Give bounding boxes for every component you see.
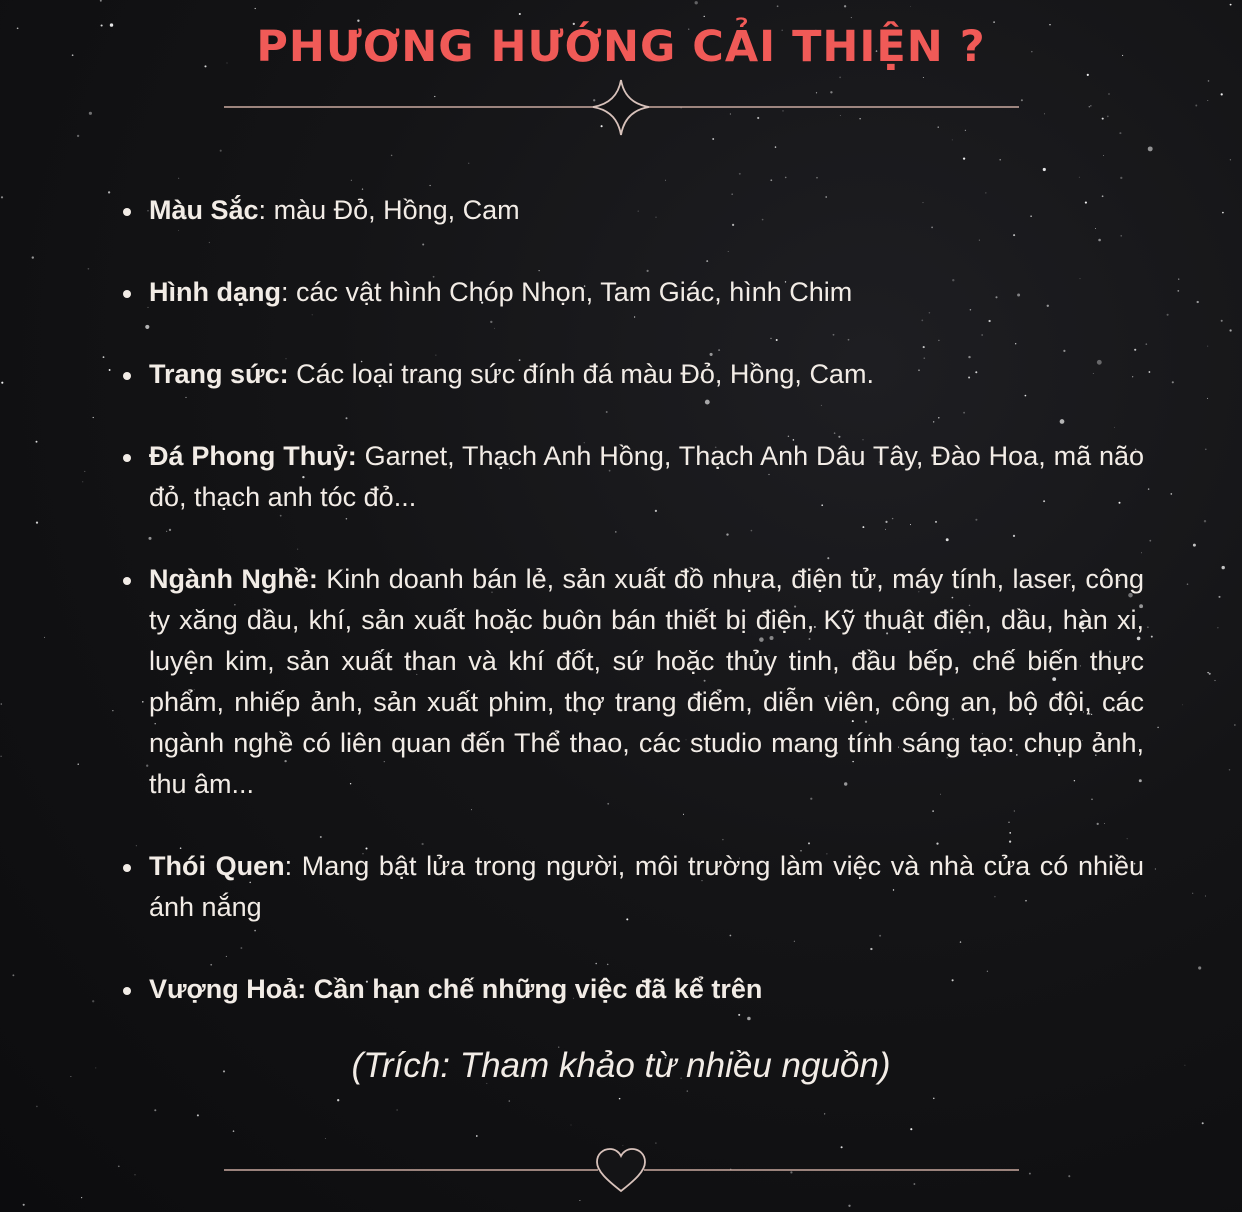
star	[519, 13, 521, 15]
star	[233, 1130, 235, 1132]
star	[1222, 212, 1224, 214]
item-text: các vật hình Chóp Nhọn, Tam Giác, hình Chim	[288, 277, 853, 307]
star	[109, 369, 111, 371]
star	[23, 1204, 25, 1206]
source-note: (Trích: Tham khảo từ nhiều nguồn)	[351, 1046, 891, 1085]
star	[952, 139, 953, 140]
star	[963, 157, 965, 159]
star	[1170, 493, 1172, 495]
star	[0, 756, 1, 757]
star	[1221, 320, 1223, 322]
star	[1214, 680, 1215, 681]
item-label: Thói Quen	[149, 851, 285, 881]
star	[1, 382, 3, 384]
star	[1195, 105, 1197, 107]
star	[12, 974, 14, 976]
star	[1187, 583, 1189, 585]
item-label: Trang sức:	[149, 359, 289, 389]
star	[1068, 1175, 1070, 1177]
star	[1209, 673, 1211, 675]
star	[220, 150, 222, 152]
star	[255, 8, 256, 9]
star	[1108, 93, 1109, 94]
star	[848, 1205, 850, 1207]
star	[391, 155, 393, 157]
star	[0, 703, 2, 705]
star	[100, 0, 102, 2]
item-text: Kinh doanh bán lẻ, sản xuất đồ nhựa, điện tử, máy tính, laser, công ty xăng dầu, khí, sản xuất hoặc buôn bán thiết bị điện, Kỹ thuật điện, dầu, hàn xi, luyện kim, sản xuất than và khí đốt, sứ hoặc thủy tinh, đầu bếp, chế biến thực phẩm, nhiếp ảnh, sản xuất phim, thợ trang điểm, diễn viên, công an, bộ đội, các ngành nghề có liên quan đến Thể thao, các studio mang tính sáng tạo: chụp ảnh, thu âm...	[149, 564, 1144, 799]
star	[1208, 80, 1210, 82]
star	[396, 1109, 397, 1110]
star	[1207, 100, 1208, 101]
bottom-divider	[224, 1140, 1019, 1200]
star	[81, 1197, 82, 1198]
star	[509, 1100, 511, 1102]
page-title: PHƯƠNG HƯỚNG CẢI THIỆN ?	[256, 22, 986, 72]
item-label: Màu Sắc	[149, 195, 259, 225]
star	[1167, 314, 1169, 316]
star	[1217, 627, 1218, 628]
star	[178, 178, 179, 179]
star	[1087, 74, 1089, 76]
star	[337, 1099, 339, 1101]
star	[1021, 99, 1023, 101]
star	[933, 1098, 934, 1099]
star	[824, 1113, 825, 1114]
star	[82, 482, 83, 483]
star	[476, 1135, 478, 1137]
star	[154, 1109, 156, 1111]
star	[108, 191, 110, 193]
star	[1204, 520, 1206, 522]
star	[468, 163, 469, 164]
star	[36, 522, 38, 524]
list-item	[118, 969, 1144, 1010]
star	[816, 177, 818, 179]
star	[1029, 1173, 1031, 1175]
four-point-star-icon	[593, 80, 649, 135]
star	[1192, 893, 1193, 894]
star	[1043, 168, 1046, 171]
improvement-list	[118, 190, 1144, 1051]
star	[1234, 724, 1235, 725]
star	[910, 6, 911, 7]
star	[999, 159, 1001, 161]
item-separator: :	[284, 851, 293, 881]
star	[1205, 896, 1206, 897]
item-text: màu Đỏ, Hồng, Cam	[266, 195, 520, 225]
star	[579, 1200, 580, 1201]
star	[665, 180, 666, 181]
star	[704, 16, 705, 17]
star	[844, 5, 846, 7]
star	[1157, 727, 1159, 729]
star	[571, 1125, 572, 1126]
star	[910, 1128, 912, 1130]
star	[1229, 329, 1231, 331]
item-label: Vượng Hoả: Cần hạn chế những việc đã kể trên	[149, 974, 763, 1004]
star	[92, 1000, 94, 1002]
star	[93, 417, 94, 418]
star	[1103, 155, 1104, 156]
star	[1221, 93, 1223, 95]
star	[712, 138, 714, 140]
star	[1207, 398, 1208, 399]
star	[1146, 343, 1148, 345]
item-label: Ngành Nghề:	[149, 564, 318, 594]
star	[1148, 488, 1149, 489]
star	[739, 173, 741, 175]
star	[1, 196, 3, 198]
star	[1207, 672, 1208, 673]
star	[695, 1, 698, 4]
star	[1178, 278, 1179, 279]
star	[135, 1175, 136, 1176]
star	[1079, 177, 1080, 178]
star	[1149, 540, 1151, 542]
star	[103, 356, 105, 358]
item-label: Hình dạng	[149, 277, 281, 307]
star	[1197, 301, 1199, 303]
star	[197, 1114, 199, 1116]
star	[785, 177, 787, 179]
star	[1218, 596, 1220, 598]
star	[325, 1138, 326, 1139]
item-text: Các loại trang sức đính đá màu Đỏ, Hồng, Cam.	[288, 359, 874, 389]
star	[1207, 346, 1208, 347]
star	[1198, 966, 1201, 969]
star	[1148, 146, 1153, 151]
star	[1155, 868, 1156, 869]
item-text: Garnet, Thạch Anh Hồng, Thạch Anh Dâu Tây, Đào Hoa, mã não đỏ, thạch anh tóc đỏ...	[149, 441, 1144, 512]
star	[777, 5, 779, 7]
star	[1230, 159, 1231, 160]
star	[1230, 4, 1232, 6]
star	[1119, 132, 1121, 134]
star	[351, 180, 352, 181]
star	[1182, 704, 1183, 705]
star	[1202, 1122, 1204, 1124]
star	[1147, 626, 1149, 628]
star	[619, 1098, 621, 1100]
star	[1151, 636, 1153, 638]
star	[1107, 116, 1109, 118]
star	[1102, 118, 1104, 120]
star	[1172, 381, 1174, 383]
list-item	[118, 190, 1144, 231]
star	[429, 185, 430, 186]
heart-icon	[597, 1149, 645, 1191]
item-text: Mang bật lửa trong người, môi trường làm việc và nhà cửa có nhiều ánh nắng	[149, 851, 1145, 922]
star	[77, 135, 79, 137]
star	[32, 256, 34, 258]
star	[1193, 544, 1196, 547]
star	[1149, 371, 1151, 373]
star	[1120, 177, 1122, 179]
star	[775, 146, 776, 147]
star	[1205, 448, 1207, 450]
star	[770, 179, 772, 181]
list-item	[118, 354, 1144, 395]
item-label: Đá Phong Thuỷ:	[149, 441, 357, 471]
top-divider	[224, 78, 1019, 138]
star	[1177, 290, 1179, 292]
star	[1090, 105, 1092, 107]
item-separator: :	[280, 277, 289, 307]
star	[112, 710, 113, 711]
star	[851, 17, 852, 18]
star	[1222, 566, 1225, 569]
star	[1044, 113, 1045, 114]
star	[118, 1165, 120, 1167]
list-item	[118, 436, 1144, 518]
star	[36, 441, 38, 443]
item-separator: :	[258, 195, 267, 225]
star	[84, 471, 85, 472]
star	[88, 268, 90, 270]
list-item	[118, 846, 1144, 928]
list-item	[118, 559, 1144, 805]
star	[1229, 769, 1231, 771]
list-item	[118, 272, 1144, 313]
star	[78, 764, 79, 765]
star	[687, 1090, 688, 1091]
star	[36, 1106, 38, 1108]
star	[1089, 106, 1090, 107]
star	[44, 637, 45, 638]
star	[89, 112, 92, 115]
